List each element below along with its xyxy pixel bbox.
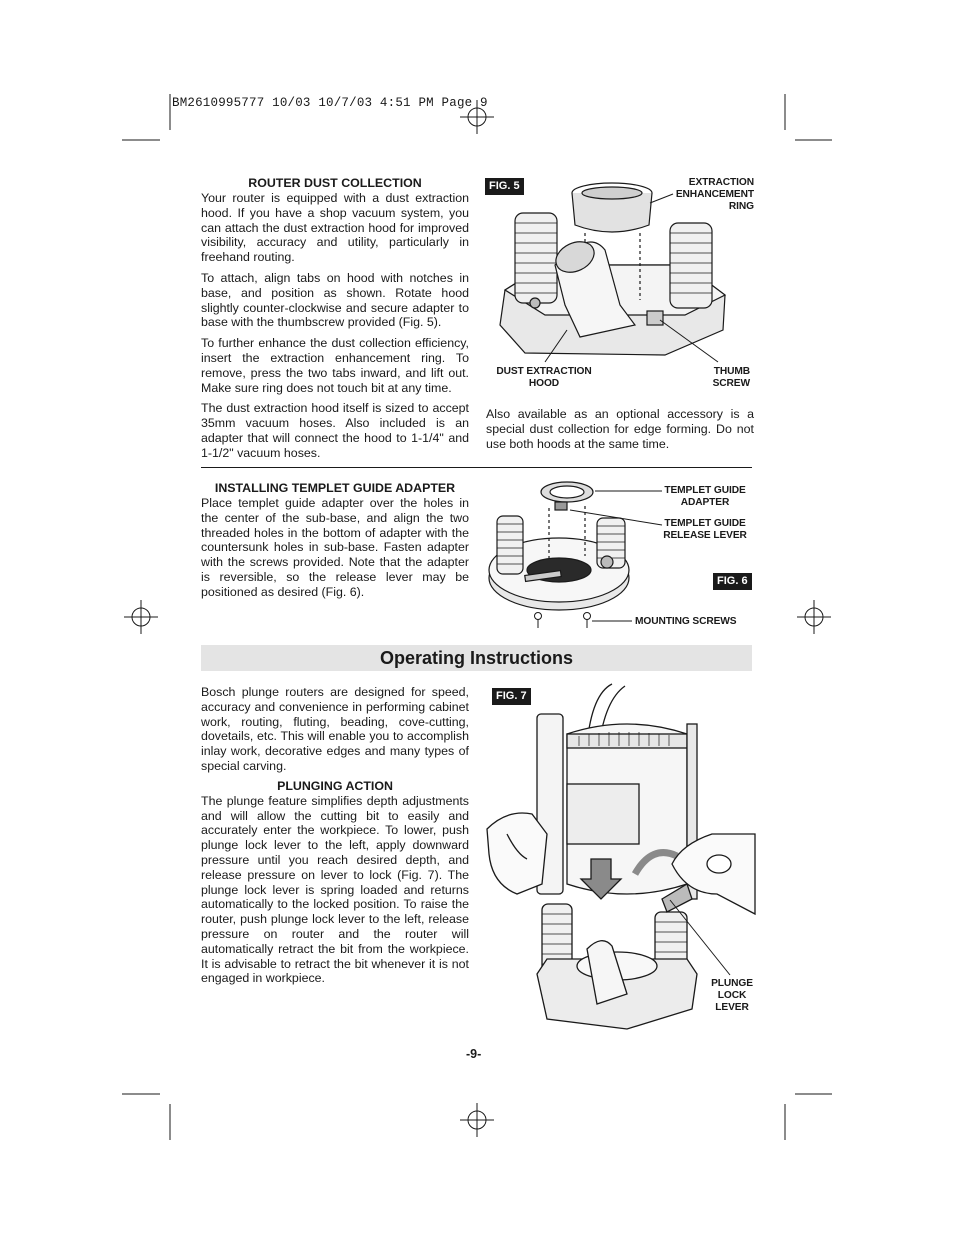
router-dust-paragraph-2: To attach, align tabs on hood with notches in base, and position as shown. Rotate hood slightly counter-clockwise and secure adapter to base with the thumbscrew provided (Fig. 5). [201,270,469,330]
fig5-label-ring: EXTRACTION ENHANCEMENT RING [675,177,754,212]
page-number: -9- [466,1047,482,1061]
router-dust-heading: ROUTER DUST COLLECTION [248,176,422,190]
fig6-label-screws: MOUNTING SCREWS [635,616,737,627]
fig7-tag: FIG. 7 [492,688,531,705]
fig6-label-adapter: TEMPLET GUIDE ADAPTER [664,485,746,508]
operating-instructions-title: Operating Instructions [379,647,574,668]
fig6-label-lever: TEMPLET GUIDE RELEASE LEVER [663,518,747,541]
fig5-label-thumb: THUMB SCREW [712,366,750,389]
accessory-note: Also available as an optional accessory is a special dust collection for edge forming. Do not use both hoods at the same time. [486,407,754,451]
plunging-paragraph: The plunge feature simplifies depth adjustments and will allow the cutting bit to easily and accurately enter the workpiece. To lower, push plunge lock lever to the left, apply downward pressure until you reach desired depth, and release pressure on lever to lock (Fig. 7). The plunge lock lever is spring loaded and returns automatically to the locked position. To raise the router, push plunge lock lever to the left, release pressure on router and the router will automatically retract the bit from the workpiece. It is advisable to retract the bit whenever it is not engaged in workpiece. [201,793,469,986]
templet-paragraph: Place templet guide adapter over the holes in the center of the sub-base, and align the two threaded holes in the bottom of adapter with the countersunk holes in sub-base. Fasten adapter with the screws provided. Note that the adapter is reversible, so the release lever may be positioned as desired (Fig. 6). [201,496,469,599]
fig5-tag: FIG. 5 [485,178,524,195]
templet-heading: INSTALLING TEMPLET GUIDE ADAPTER [214,481,456,495]
fig5-label-hood: DUST EXTRACTION HOOD [496,366,592,389]
router-dust-paragraph-4: The dust extraction hood itself is sized to accept 35mm vacuum hoses. Also included is an adapter that will connect the hood to 1-1/4" and 1-1/2" vacuum hoses. [201,401,469,460]
fig7-label-lever: PLUNGE LOCK LEVER [711,978,753,1013]
operating-intro: Bosch plunge routers are designed for speed, accuracy and convenience in performing cabinet work, routing, fluting, beading, cove-cutting, dovetails, etc. This will enable you to accomplish inlay work, decorative edges and many types of special carving. [201,685,469,773]
router-dust-paragraph-1: Your router is equipped with a dust extraction hood. If you have a shop vacuum system, you can attach the dust extraction hood for improved visibility, accuracy and utility, particularly in freehand routing. [201,191,469,265]
router-dust-paragraph-3: To further enhance the dust collection efficiency, insert the extraction enhancement ring. To remove, press the two tabs inward, and lift out. Make sure ring does not touch bit at any time. [201,336,469,395]
plunging-heading: PLUNGING ACTION [277,778,393,793]
fig6-tag: FIG. 6 [713,573,752,590]
print-slug: BM2610995777 10/03 10/7/03 4:51 PM Page 9 [172,96,488,110]
